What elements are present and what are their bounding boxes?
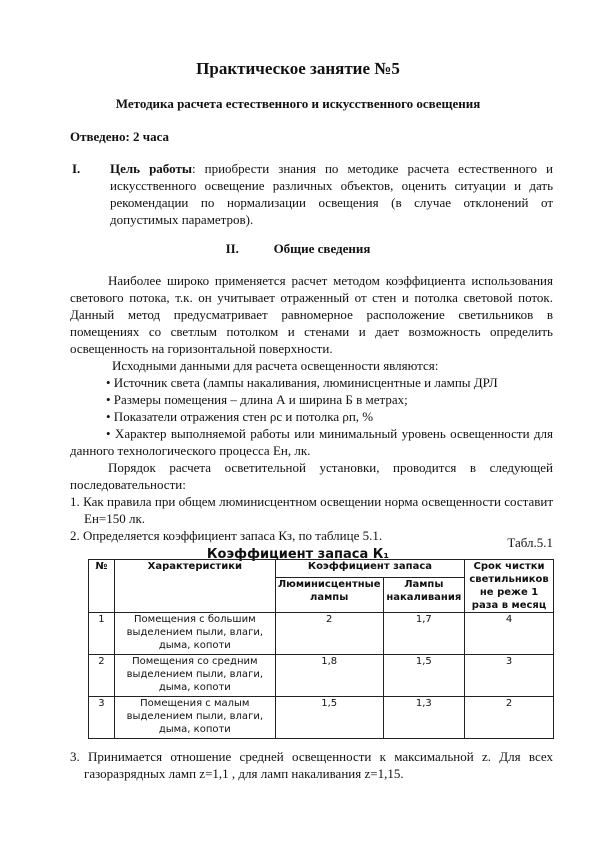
general-info-body (70, 272, 553, 544)
table-label: Табл.5.1 (507, 535, 553, 550)
cell-cleaning: 4 (465, 613, 554, 655)
cell-characteristics: Помещения с большим выделением пыли, влаги, дыма, копоти (114, 613, 275, 655)
goal-number: I. (72, 161, 81, 176)
cell-incandescent: 1,5 (383, 655, 465, 697)
cell-characteristics: Помещения со средним выделением пыли, влаги, дыма, копоти (114, 655, 275, 697)
goal-paragraph (110, 160, 553, 228)
header-characteristics: Характеристики (114, 560, 275, 613)
section-heading (0, 240, 596, 257)
bullet-item: • Источник света (лампы накаливания, люминисцентные и лампы ДРЛ (106, 375, 498, 390)
header-coefficient: Коэффициент запаса (275, 560, 464, 578)
step-item: 1. Как правила при общем люминисцентном освещении норма освещенности составит Ен=150 лк. (70, 494, 553, 526)
cell-incandescent: 1,7 (383, 613, 465, 655)
paragraph-method: Наиболее широко применяется расчет методом коэффициента использования светового потока, т.к. он учитывает отраженный от стен и потолка световой поток. Данный метод предусматривает равномерное расположение светильников в помещениях со светлым потолком и стенами и дает возможность определить освещенность на горизонтальной поверхности. (70, 273, 553, 356)
cell-incandescent: 1,3 (383, 697, 465, 739)
header-luminescent: Люминисцентные лампы (275, 578, 383, 613)
goal-label: Цель работы (110, 161, 192, 176)
table-header-row (89, 560, 554, 578)
step-item: 3. Принимается отношение средней освещенности к максимальной z. Для всех газоразрядных ламп z=1,1 , для ламп накаливания z=1,15. (70, 749, 553, 781)
coefficient-table (88, 559, 554, 739)
allotted-hours: Отведено: 2 часа (70, 129, 170, 144)
cell-cleaning: 3 (465, 655, 554, 697)
table-row (89, 697, 554, 739)
page-title: Практическое занятие №5 (196, 59, 400, 78)
bullet-item: • Размеры помещения – длина А и ширина Б в метрах; (106, 392, 408, 407)
cell-num: 3 (89, 697, 115, 739)
cell-num: 1 (89, 613, 115, 655)
step-item: 2. Определяется коэффициент запаса Кз, по таблице 5.1. (70, 528, 383, 543)
section-number: II. (225, 241, 239, 256)
header-incandescent: Лампы накаливания (383, 578, 465, 613)
bullet-item: • Показатели отражения стен ρс и потолка ρп, % (106, 409, 374, 424)
cell-luminescent: 1,8 (275, 655, 383, 697)
table-caption: Коэффициент запаса К₁ (206, 547, 390, 562)
cell-luminescent: 1,5 (275, 697, 383, 739)
section-title: Общие сведения (273, 241, 371, 256)
cell-num: 2 (89, 655, 115, 697)
page-subtitle: Методика расчета естественного и искусственного освещения (115, 96, 481, 111)
header-num: № (89, 560, 115, 613)
source-data-intro: Исходными данными для расчета освещенности являются: (112, 358, 439, 373)
cell-luminescent: 2 (275, 613, 383, 655)
paragraph-order: Порядок расчета осветительной установки, проводится в следующей последовательности: (70, 460, 553, 492)
cell-cleaning: 2 (465, 697, 554, 739)
table-row (89, 655, 554, 697)
goal-text: : приобрести знания по методике расчета естественного и искусственного освещение различных объектов, оценить ситуации и дать рекомендации по нормализации освещения (в случае отклонений от допустимых параметров). (110, 161, 553, 227)
cell-characteristics: Помещения с малым выделением пыли, влаги, дыма, копоти (114, 697, 275, 739)
header-cleaning: Срок чистки светильников не реже 1 раза в месяц (465, 560, 554, 613)
table-row (89, 613, 554, 655)
step-three (70, 748, 553, 782)
bullet-item: • Характер выполняемой работы или минимальный уровень освещенности для данного технологического процесса Ен, лк. (70, 426, 553, 458)
